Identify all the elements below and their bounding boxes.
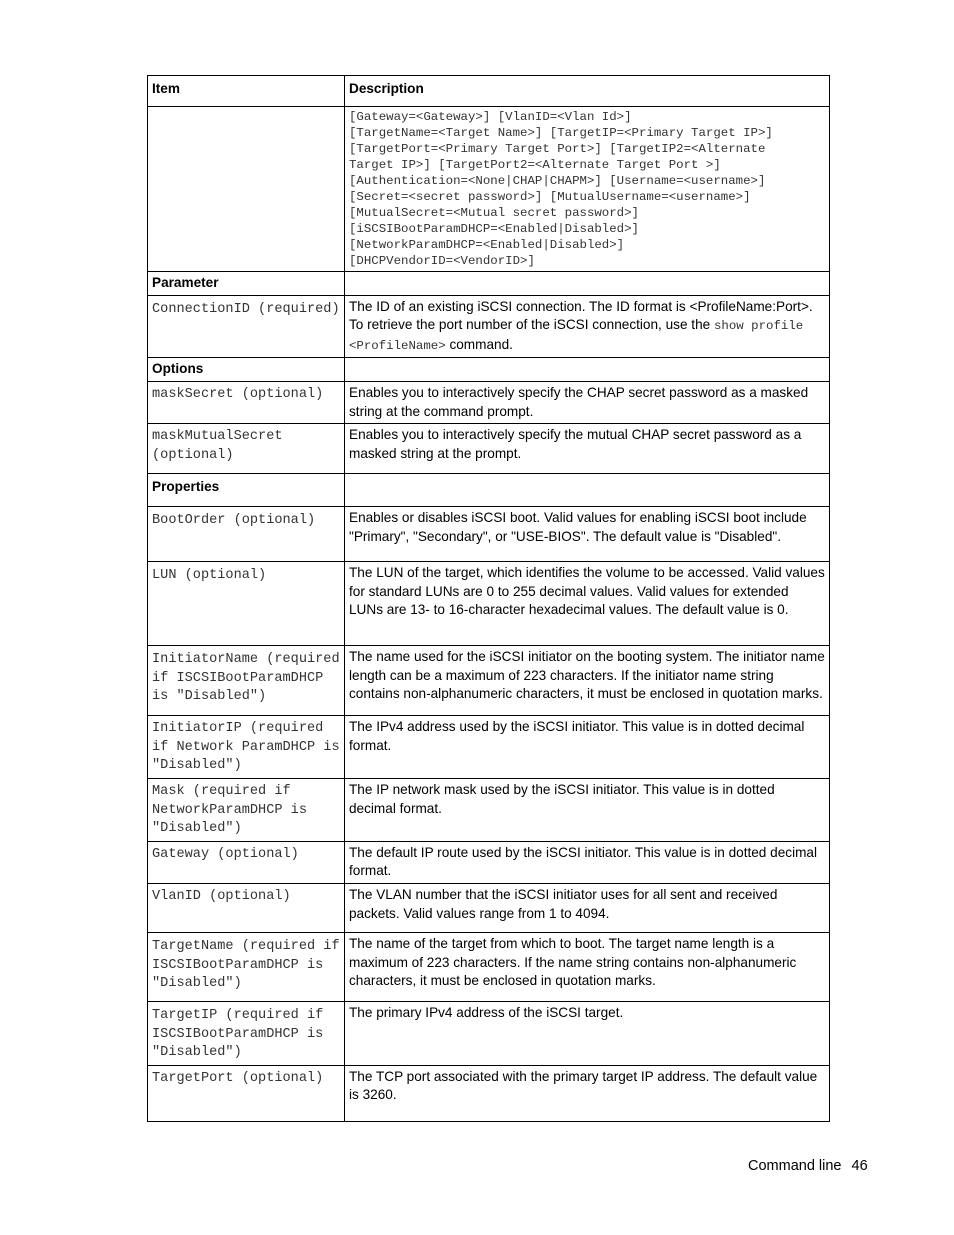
description-cell: The IPv4 address used by the iSCSI initiator. This value is in dotted decimal format. [345, 716, 830, 779]
table-row [148, 716, 830, 779]
section-empty-cell [345, 474, 830, 507]
syntax-line: [Gateway=<Gateway>] [VlanID=<Vlan Id>] [349, 110, 632, 124]
item-cell: maskMutualSecret (optional) [148, 424, 345, 474]
page-number: 46 [851, 1158, 868, 1174]
table-row [148, 841, 830, 883]
description-cell: The primary IPv4 address of the iSCSI target. [345, 1001, 830, 1065]
syntax-line: Target IP>] [TargetPort2=<Alternate Target Port >] [349, 158, 721, 172]
table-row [148, 507, 830, 562]
table-header-row [148, 76, 830, 107]
item-cell: BootOrder (optional) [148, 507, 345, 562]
syntax-line: [Secret=<secret password>] [MutualUsername=<username>] [349, 190, 751, 204]
description-cell: The default IP route used by the iSCSI initiator. This value is in dotted decimal format. [345, 841, 830, 883]
syntax-line: [NetworkParamDHCP=<Enabled|Disabled>] [349, 238, 625, 252]
section-empty-cell [345, 358, 830, 382]
section-label: Parameter [148, 272, 345, 296]
table-row [148, 381, 830, 423]
header-description: Description [345, 76, 830, 107]
description-cell: The name of the target from which to boot. The target name length is a maximum of 223 characters. If the name string contains non-alphanumeric characters, it must be enclosed in quotation marks. [345, 932, 830, 1001]
table-row [148, 883, 830, 932]
item-cell: Gateway (optional) [148, 841, 345, 883]
description-cell: The LUN of the target, which identifies the volume to be accessed. Valid values for standard LUNs are 0 to 255 decimal values. Valid values for extended LUNs are 13- to 16-character hexadecimal values. The default value is 0. [345, 562, 830, 646]
description-cell: The VLAN number that the iSCSI initiator uses for all sent and received packets. Valid values range from 1 to 4094. [345, 883, 830, 932]
item-cell: InitiatorName (required if ISCSIBootParamDHCP is "Disabled") [148, 646, 345, 716]
description-cell: The TCP port associated with the primary target IP address. The default value is 3260. [345, 1065, 830, 1121]
page-footer [748, 1158, 868, 1174]
syntax-cell [345, 107, 830, 272]
item-cell: maskSecret (optional) [148, 381, 345, 423]
description-cell: The name used for the iSCSI initiator on the booting system. The initiator name length can be a maximum of 223 characters. If the initiator name string contains non-alphanumeric characters, it must be enclosed in quotation marks. [345, 646, 830, 716]
footer-section-title: Command line [748, 1158, 842, 1174]
table-row [148, 646, 830, 716]
item-cell: ConnectionID (required) [148, 295, 345, 358]
item-cell: Mask (required if NetworkParamDHCP is "Disabled") [148, 778, 345, 841]
syntax-line: [TargetName=<Target Name>] [TargetIP=<Primary Target IP>] [349, 126, 773, 140]
syntax-row [148, 107, 830, 272]
section-label: Properties [148, 474, 345, 507]
item-cell: TargetPort (optional) [148, 1065, 345, 1121]
table-row [148, 295, 830, 358]
table-row [148, 1065, 830, 1121]
table-row [148, 562, 830, 646]
section-label: Options [148, 358, 345, 382]
description-text: The ID of an existing iSCSI connection. The ID format is <ProfileName:Port>. To retrieve the port number of the iSCSI connection, use the [349, 298, 813, 333]
item-cell: TargetIP (required if ISCSIBootParamDHCP is "Disabled") [148, 1001, 345, 1065]
syntax-line: [iSCSIBootParamDHCP=<Enabled|Disabled>] [349, 222, 639, 236]
section-empty-cell [345, 272, 830, 296]
table-row [148, 778, 830, 841]
section-row-properties [148, 474, 830, 507]
item-cell: InitiatorIP (required if Network ParamDHCP is "Disabled") [148, 716, 345, 779]
syntax-line: [TargetPort=<Primary Target Port>] [TargetIP2=<Alternate [349, 142, 766, 156]
description-cell: Enables you to interactively specify the CHAP secret password as a masked string at the command prompt. [345, 381, 830, 423]
command-reference-table [147, 75, 830, 1122]
item-cell: LUN (optional) [148, 562, 345, 646]
item-cell: VlanID (optional) [148, 883, 345, 932]
item-cell: TargetName (required if ISCSIBootParamDHCP is "Disabled") [148, 932, 345, 1001]
table-row [148, 1001, 830, 1065]
description-text: command. [445, 336, 513, 352]
description-cell: Enables or disables iSCSI boot. Valid values for enabling iSCSI boot include "Primary", "Secondary", or "USE-BIOS". The default value is "Disabled". [345, 507, 830, 562]
syntax-item-cell [148, 107, 345, 272]
command-text: show profile <ProfileName> [349, 319, 804, 353]
description-cell [345, 295, 830, 358]
description-cell: Enables you to interactively specify the mutual CHAP secret password as a masked string at the prompt. [345, 424, 830, 474]
section-row-options [148, 358, 830, 382]
syntax-line: [MutualSecret=<Mutual secret password>] [349, 206, 639, 220]
description-cell: The IP network mask used by the iSCSI initiator. This value is in dotted decimal format. [345, 778, 830, 841]
table-row [148, 932, 830, 1001]
syntax-line: [Authentication=<None|CHAP|CHAPM>] [Username=<username>] [349, 174, 766, 188]
table-row [148, 424, 830, 474]
section-row-parameter [148, 272, 830, 296]
header-item: Item [148, 76, 345, 107]
syntax-line: [DHCPVendorID=<VendorID>] [349, 254, 535, 268]
